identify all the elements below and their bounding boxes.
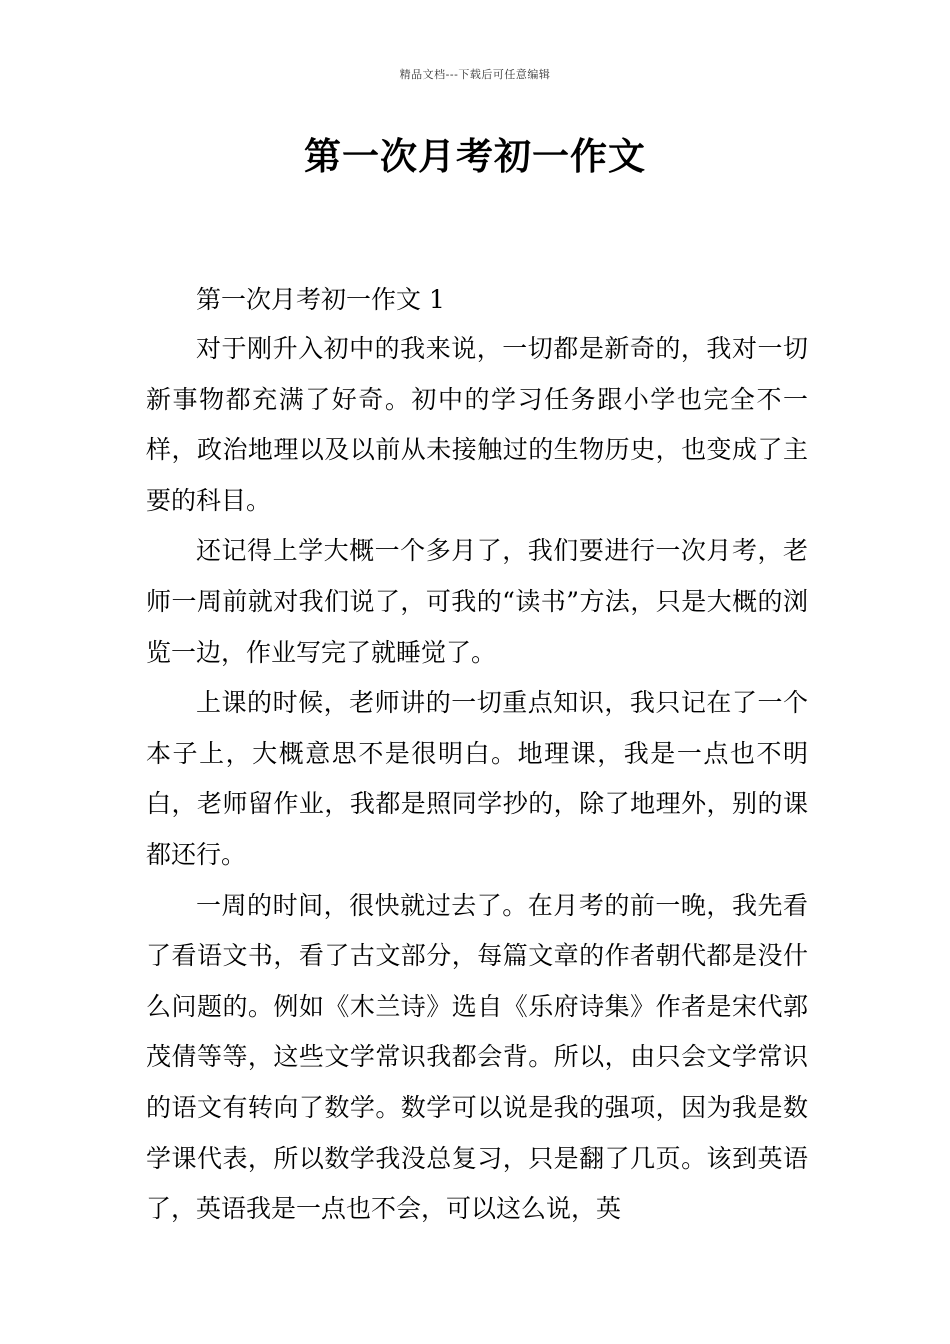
document-body [146, 280, 808, 1235]
paragraph-2: 还记得上学大概一个多月了，我们要进行一次月考，老师一周前就对我们说了，可我的“读书”方法，只是大概的浏览一边，作业写完了就睡觉了。 [146, 536, 808, 667]
paragraph-1: 对于刚升入初中的我来说，一切都是新奇的，我对一切新事物都充满了好奇。初中的学习任务跟小学也完全不一样，政治地理以及以前从未接触过的生物历史，也变成了主要的科目。 [146, 334, 808, 515]
section-heading: 第一次月考初一作文 1 [196, 285, 445, 314]
header-note: 精品文档---下载后可任意编辑 [399, 68, 551, 81]
paragraph-3: 上课的时候，老师讲的一切重点知识，我只记在了一个本子上，大概意思不是很明白。地理课，我是一点也不明白，老师留作业，我都是照同学抄的，除了地理外，别的课都还行。 [146, 688, 808, 869]
paragraph-4: 一周的时间，很快就过去了。在月考的前一晚，我先看了看语文书，看了古文部分，每篇文章的作者朝代都是没什么问题的。例如《木兰诗》选自《乐府诗集》作者是宋代郭茂倩等等，这些文学常识我都会背。所以，由只会文学常识的语文有转向了数学。数学可以说是我的强项，因为我是数学课代表，所以数学我没总复习，只是翻了几页。该到英语了，英语我是一点也不会，可以这么说，英 [146, 890, 808, 1224]
document-title: 第一次月考初一作文 [304, 135, 646, 178]
